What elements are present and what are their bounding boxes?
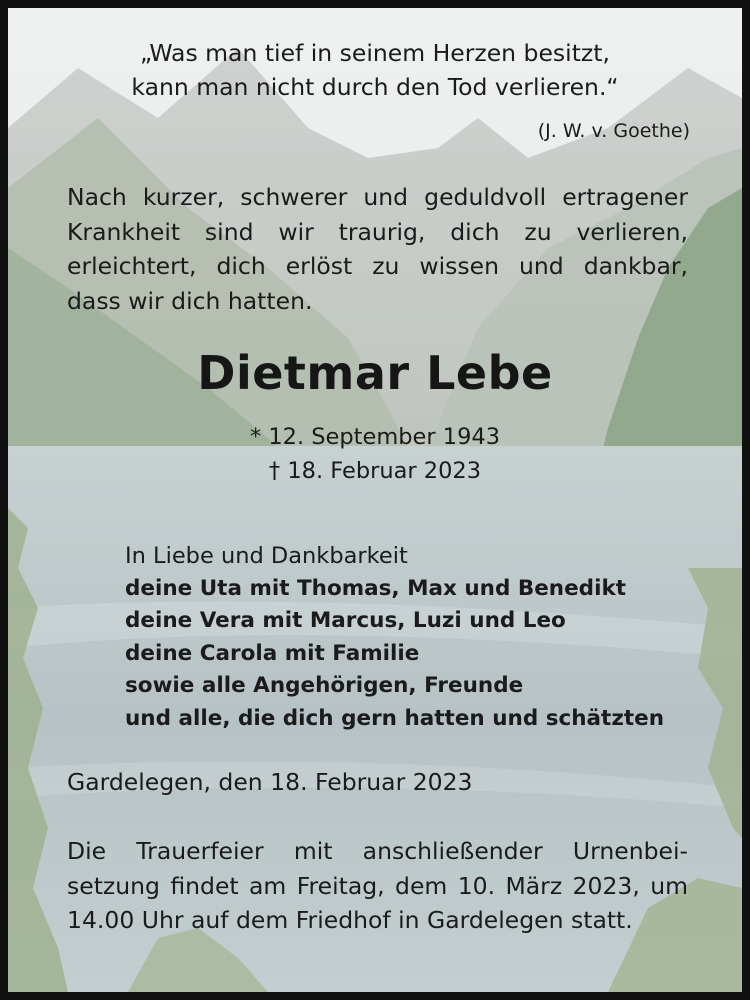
goethe-quote [48, 36, 702, 104]
mourners-heading: In Liebe und Dankbarkeit [125, 543, 408, 569]
deceased-name: Dietmar Lebe [197, 346, 553, 400]
mourners-list [125, 540, 725, 735]
death-date: † 18. Februar 2023 [268, 458, 482, 484]
place-and-date: Gardelegen, den 18. Februar 2023 [67, 768, 473, 796]
intro-line: Nach kurzer, schwerer und geduldvoll ertragener [67, 183, 688, 211]
mourner-line: deine Carola mit Familie [125, 640, 420, 666]
funeral-line: 14.00 Uhr auf dem Friedhof in Gardelegen statt. [67, 906, 633, 934]
quote-line: kann man nicht durch den Tod verlieren.“ [131, 73, 619, 101]
mourner-line: deine Uta mit Thomas, Max und Benedikt [125, 575, 627, 601]
funeral-line: setzung findet am Freitag, dem 10. März 2023, um [67, 871, 688, 900]
life-dates [8, 420, 742, 488]
quote-line: „Was man tief in seinem Herzen besitzt, [140, 39, 610, 67]
notice-content [8, 8, 742, 992]
mourner-line: und alle, die dich gern hatten und schätzten [125, 705, 665, 731]
intro-line: dass wir dich hatten. [67, 286, 313, 315]
funeral-line: Die Trauerfeier mit anschließender Urnenbei- [67, 837, 688, 865]
intro-line: erleichtert, dich erlöst zu wissen und dankbar, [67, 252, 688, 280]
mourner-line: deine Vera mit Marcus, Luzi und Leo [125, 608, 566, 633]
intro-line: Krankheit sind wir traurig, dich zu verlieren, [67, 217, 688, 246]
intro-text [67, 180, 688, 318]
funeral-info [67, 834, 688, 938]
quote-author: (J. W. v. Goethe) [537, 120, 690, 142]
mourner-line: sowie alle Angehörigen, Freunde [125, 673, 524, 698]
birth-date: * 12. September 1943 [249, 424, 501, 450]
